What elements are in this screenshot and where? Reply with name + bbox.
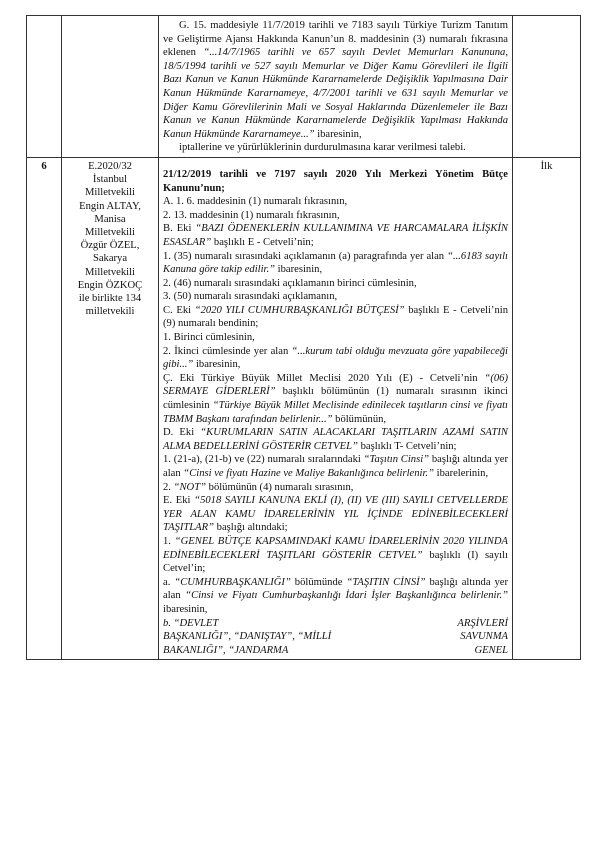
row-number-cell	[27, 16, 62, 158]
proposer-cell	[62, 157, 159, 659]
proposer-line: Engin ÖZKOÇ	[77, 279, 143, 291]
text-run: “2020 YILI CUMHURBAŞKANLIĞI BÜTÇESİ”	[194, 304, 405, 316]
text-run: 2. 13. maddesinin (1) numaralı fıkrasının,	[163, 209, 340, 221]
paragraph	[163, 195, 508, 209]
paragraph	[163, 426, 508, 453]
text-run: D. Eki	[163, 427, 201, 439]
text-run: ibarelerinin,	[433, 468, 489, 479]
paragraph	[163, 481, 508, 495]
proposer-line: Özgür ÖZEL,	[80, 240, 140, 252]
text-run: bölümünün (4) numaralı sırasının,	[206, 481, 354, 493]
text-run: “Cinsi ve fiyatı Hazine ve Maliye Bakanlığınca belirlenir.”	[183, 468, 434, 479]
paragraph	[163, 331, 508, 345]
text-run: “NOT”	[173, 481, 206, 493]
proposer-line: Manisa	[94, 213, 126, 225]
tail-right: SAVUNMA	[460, 631, 508, 643]
text-run: ibaresinin,	[193, 359, 241, 371]
paragraph	[163, 576, 508, 617]
text-run: 3. (50) numaralı sırasındaki açıklamanın,	[163, 291, 338, 303]
paragraph	[163, 222, 508, 249]
proposer-line: Engin ALTAY,	[79, 200, 141, 212]
tail-left: BAŞKANLIĞI”, “DANIŞTAY”, “MİLLİ	[163, 631, 332, 643]
paragraph	[163, 535, 508, 576]
text-run: “...14/7/1965 tarihli ve 657 sayılı Devlet Memurları Kanununa, 18/5/1994 tarihli ve 527 sayılı Memurlar ve Diğer Kamu Görevlileri ile İlgili Bazı Kanun ve Kanun Hükmünde Kararnamelerde Değişiklik Yapılmasına Dair Kanun Hükmünde Kararnameye, 4/7/2001 tarihli ve 631 sayılı Memurlar ve Diğer Kamu Görevlilerinin Mali ve Sosyal Haklarında Düzenlemeler ile Bazı Kanun ve Kanun Hükmünde Kararnamelerde Değişiklik Yapılması Hakkında Kanun Hükmünde Kararnameye...”	[163, 47, 508, 140]
text-run: ibaresinin,	[314, 128, 362, 140]
content-paragraphs	[163, 168, 508, 617]
proposer-lines	[66, 160, 154, 318]
tail-line	[163, 630, 508, 644]
stage-label: İlk	[513, 157, 581, 659]
proposer-cell	[62, 16, 159, 158]
text-run: 1.	[163, 535, 175, 547]
tail-line	[163, 644, 508, 658]
text-run: başlığı altında yer alan	[163, 454, 508, 479]
text-run: a.	[163, 576, 175, 588]
text-run: A. 1. 6. maddesinin (1) numaralı fıkrasının,	[163, 196, 348, 208]
text-run: başlıklı bölümünün (1) numaralı sırasının ikinci cümlesinin	[163, 386, 508, 412]
paragraph	[163, 345, 508, 372]
text-run: “5018 SAYILI KANUNA EKLİ (I), (II) VE (III) SAYILI CETVELLERDE YER ALAN KAMU İDARELERİNİN YIL İÇİNDE EDİNEBİLECEKLERİ TAŞITLAR”	[163, 495, 508, 534]
paragraph	[163, 372, 508, 426]
text-run: G. 15. maddesiyle 11/7/2019 tarihli ve 7183 sayılı Türkiye Turizm Tanıtım ve Geliştirme Ajansı Hakkında Kanun’un 8. maddesinin (3) numaralı fıkrasına eklenen	[163, 20, 508, 59]
text-run: başlıklı (I) sayılı Cetvel’in;	[163, 549, 508, 575]
proposer-line: milletvekili	[85, 306, 135, 318]
text-run: “CUMHURBAŞKANLIĞI”	[174, 576, 291, 588]
paragraph	[163, 453, 508, 480]
tail-left: b. “DEVLET	[163, 617, 219, 629]
text-run: 2. (46) numaralı sırasındaki açıklamanın birinci cümlesinin,	[163, 277, 417, 289]
text-run: “KURUMLARIN SATIN ALACAKLARI TAŞITLARIN AZAMİ SATIN ALMA BEDELLERİNİ GÖSTERİR CETVEL”	[163, 427, 508, 452]
text-run: “Türkiye Büyük Millet Meclisinde edinilecek taşıtların cinsi ve fiyatı TBMM Başkanı tarafından belirlenir...”	[163, 400, 508, 425]
table-row	[27, 157, 581, 659]
text-run: ibaresinin,	[275, 264, 323, 276]
text-run: bölümünde	[290, 576, 347, 588]
paragraph	[163, 290, 508, 304]
text-run: başlığı altında yer alan	[163, 576, 508, 602]
text-run: C. Eki	[163, 304, 195, 316]
text-run: 21/12/2019 tarihli ve 7197 sayılı 2020 Yılı Merkezi Yönetim Bütçe Kanunu’nun;	[163, 168, 508, 194]
text-run: B. Eki	[163, 223, 196, 235]
proposer-line: Milletvekili	[84, 226, 136, 238]
proposer-line: İstanbul	[92, 174, 128, 186]
text-run: “GENEL BÜTÇE KAPSAMINDAKİ KAMU İDARELERİNİN 2020 YILINDA EDİNEBİLECEKLERİ TAŞITLARI GÖSTERİR CETVEL”	[163, 535, 508, 561]
text-run: başlıklı E - Cetveli’nin (9) numaralı bendinin;	[163, 304, 508, 330]
content-paragraphs	[163, 19, 508, 155]
paragraph	[163, 277, 508, 291]
document-table	[26, 15, 581, 660]
paragraph	[163, 19, 508, 141]
stage-cell	[513, 16, 581, 158]
paragraph	[163, 168, 508, 195]
tail-line	[163, 617, 508, 631]
text-run: Ç. Eki Türkiye Büyük Millet Meclisi 2020 Yılı (E) - Cetveli’nin	[163, 372, 485, 384]
text-run: 1. (35) numaralı sırasındaki açıklamanın (a) paragrafında yer alan	[163, 250, 448, 262]
text-run: iptallerine ve yürürlüklerinin durdurulmasına karar verilmesi talebi.	[179, 142, 466, 154]
text-run: 2. İkinci cümlesinde yer alan	[163, 345, 292, 357]
text-run: “(06) SERMAYE GİDERLERİ”	[163, 372, 508, 398]
tail-right: ARŞİVLERİ	[457, 617, 508, 629]
text-run: başlıklı T- Cetveli’nin;	[357, 440, 457, 452]
text-run: E. Eki	[163, 495, 195, 507]
proposer-line: ile birlikte 134	[78, 292, 142, 304]
text-run: “BAZI ÖDENEKLERİN KULLANIMINA VE HARCAMALARA İLİŞKİN ESASLAR”	[163, 223, 508, 248]
text-run: “Cinsi ve Fiyatı Cumhurbaşkanlığı İdari İşler Başkanlığınca belirlenir.”	[185, 590, 508, 602]
paragraph	[163, 209, 508, 223]
paragraph	[163, 494, 508, 535]
text-run: başlıklı E - Cetveli’nin;	[211, 236, 314, 248]
text-run: “...kurum tabi olduğu mevzuata göre yapabileceği gibi...”	[163, 345, 508, 371]
text-run: “Taşıtın Cinsi”	[363, 454, 430, 466]
paragraph	[163, 304, 508, 331]
text-run: bölümünün,	[332, 413, 387, 425]
text-run: başlığı altındaki;	[214, 522, 288, 534]
tail-right: GENEL	[474, 644, 508, 656]
tail-left: BAKANLIĞI”, “JANDARMA	[163, 644, 289, 656]
proposer-line: Sakarya	[92, 253, 128, 265]
paragraph	[163, 141, 508, 155]
content-cell	[159, 16, 513, 158]
text-run: 2.	[163, 481, 174, 493]
proposer-line: Milletvekili	[84, 187, 136, 199]
proposer-line: Milletvekili	[84, 266, 136, 278]
table-row	[27, 16, 581, 158]
text-run: “...6183 sayılı Kanuna göre takip edilir.”	[163, 250, 509, 276]
row-number: 6	[27, 157, 62, 659]
text-run: ibaresinin,	[163, 603, 208, 615]
text-run: 1. (21-a), (21-b) ve (22) numaralı sıralarındaki	[163, 454, 364, 466]
text-run: 1. Birinci cümlesinin,	[163, 332, 255, 344]
proposer-line: E.2020/32	[88, 160, 132, 172]
text-run: “TAŞITIN CİNSİ”	[346, 576, 426, 588]
content-cell	[159, 157, 513, 659]
paragraph	[163, 250, 508, 277]
